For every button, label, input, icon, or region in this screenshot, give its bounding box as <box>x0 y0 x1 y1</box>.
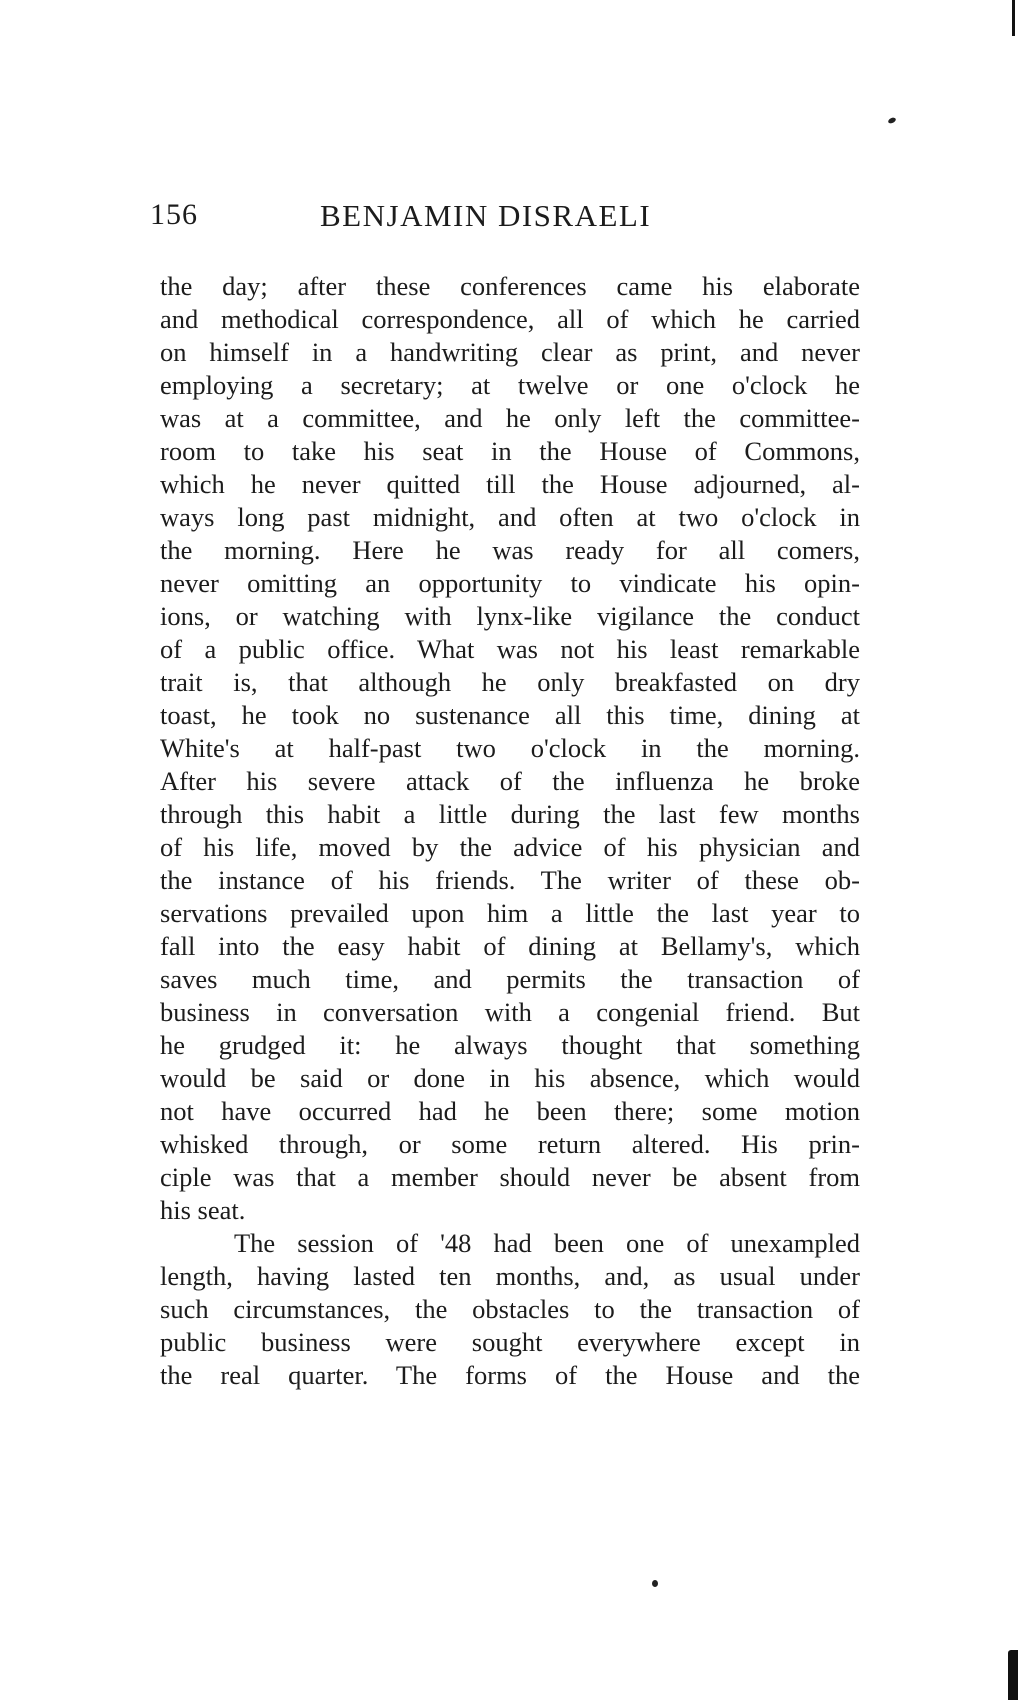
text-line: trait is, that although he only breakfasted on dry <box>160 667 860 697</box>
text-line: business in conversation with a congenial friend. But <box>160 997 860 1027</box>
text-line: toast, he took no sustenance all this time, dining at <box>160 700 860 730</box>
text-line: room to take his seat in the House of Commons, <box>160 436 860 466</box>
text-line: the day; after these conferences came his elaborate <box>160 271 860 301</box>
text-line: whisked through, or some return altered. His prin- <box>160 1129 860 1159</box>
text-line: After his severe attack of the influenza he broke <box>160 766 860 796</box>
text-line: White's at half-past two o'clock in the morning. <box>160 733 860 763</box>
page-edge-mark <box>1008 1650 1018 1700</box>
scan-speck <box>652 1580 658 1587</box>
text-line: of a public office. What was not his least remarkable <box>160 634 860 664</box>
text-line: on himself in a handwriting clear as print, and never <box>160 337 860 367</box>
text-line: The session of '48 had been one of unexampled <box>234 1228 860 1258</box>
text-line: ions, or watching with lynx-like vigilance the conduct <box>160 601 860 631</box>
text-line: through this habit a little during the last few months <box>160 799 860 829</box>
text-line: his seat. <box>160 1195 246 1225</box>
scan-speck <box>887 117 896 125</box>
text-line: fall into the easy habit of dining at Bellamy's, which <box>160 931 860 961</box>
text-line: he grudged it: he always thought that something <box>160 1030 860 1060</box>
text-line: public business were sought everywhere except in <box>160 1327 860 1357</box>
text-line: saves much time, and permits the transaction of <box>160 964 860 994</box>
text-line: of his life, moved by the advice of his physician and <box>160 832 860 862</box>
text-line: such circumstances, the obstacles to the transaction of <box>160 1294 860 1324</box>
text-line: not have occurred had he been there; some motion <box>160 1096 860 1126</box>
text-line: servations prevailed upon him a little the last year to <box>160 898 860 928</box>
text-line: was at a committee, and he only left the committee- <box>160 403 860 433</box>
body-text <box>160 270 860 1392</box>
page-number: 156 <box>150 198 198 231</box>
text-line: and methodical correspondence, all of which he carried <box>160 304 860 334</box>
text-line: never omitting an opportunity to vindicate his opin- <box>160 568 860 598</box>
text-line: the instance of his friends. The writer of these ob- <box>160 865 860 895</box>
text-line: employing a secretary; at twelve or one o'clock he <box>160 370 860 400</box>
text-line: would be said or done in his absence, which would <box>160 1063 860 1093</box>
text-line: length, having lasted ten months, and, as usual under <box>160 1261 860 1291</box>
text-line: ciple was that a member should never be absent from <box>160 1162 860 1192</box>
text-line: the morning. Here he was ready for all comers, <box>160 535 860 565</box>
running-title: BENJAMIN DISRAELI <box>320 198 652 233</box>
text-line: ways long past midnight, and often at two o'clock in <box>160 502 860 532</box>
text-line: which he never quitted till the House adjourned, al- <box>160 469 860 499</box>
running-head <box>150 198 870 238</box>
page-edge-mark <box>1012 0 1015 36</box>
text-line: the real quarter. The forms of the House and the <box>160 1360 860 1390</box>
